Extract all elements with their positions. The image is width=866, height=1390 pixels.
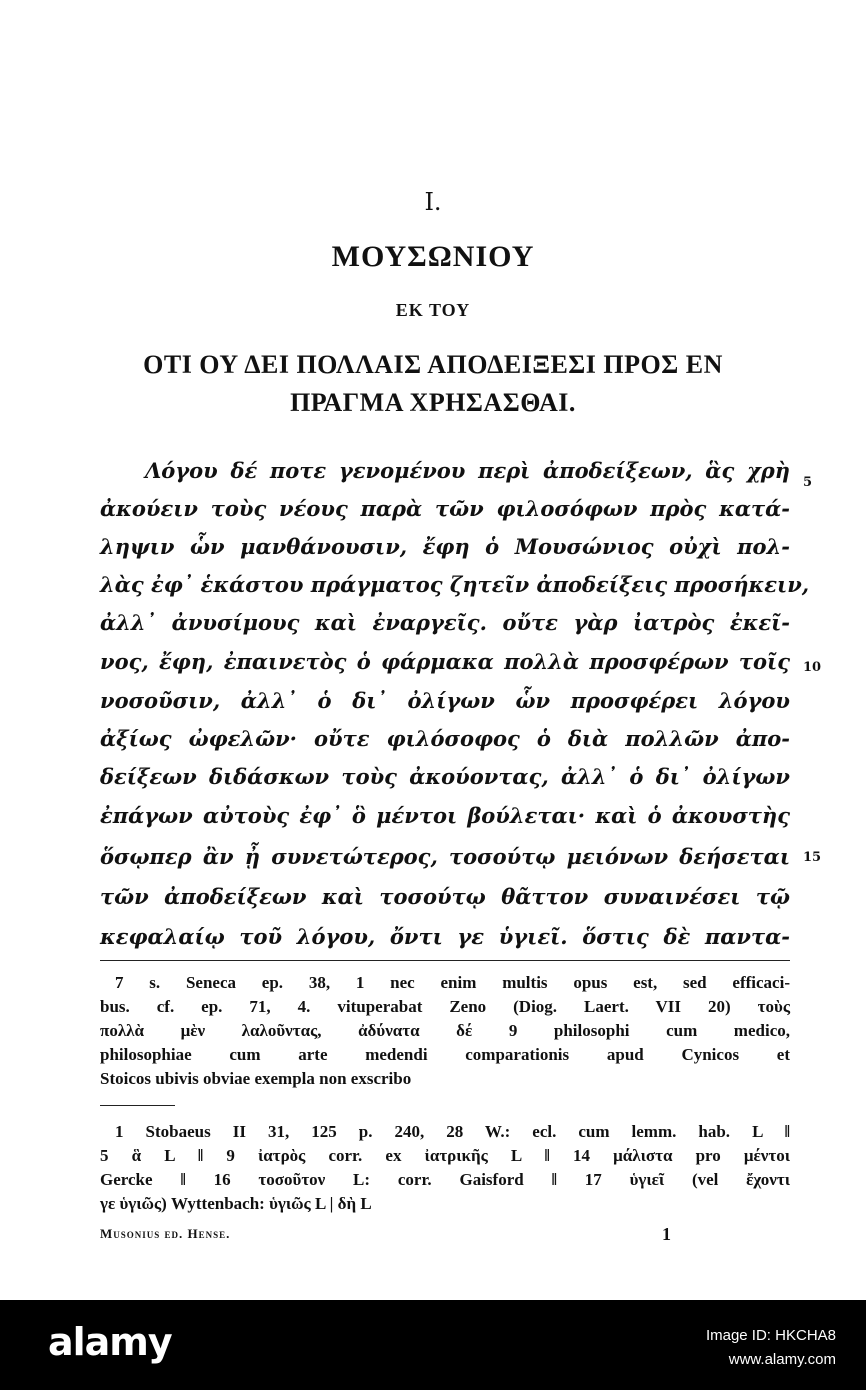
- text-line: ὅσῳπερ ἂν ᾖ συνετώτερος, τοσούτῳ μειόνων δεήσεται: [100, 844, 790, 869]
- chapter-number: I.: [424, 188, 442, 216]
- image-id: Image ID: HKCHA8: [705, 1327, 836, 1344]
- text-line: Λόγου δέ ποτε γενομένου περὶ ἀποδείξεων, ἃς χρὴ: [145, 458, 790, 483]
- apparatus-line: γε ὑγιῶς) Wyttenbach: ὑγιῶς L | δὴ L: [100, 1194, 372, 1213]
- author-heading: ΜΟΥΣΩΝΙΟΥ: [331, 240, 535, 273]
- text-line: λὰς ἐφ᾽ ἑκάστου πράγματος ζητεῖν ἀποδείξεις προσήκειν,: [100, 572, 810, 597]
- text-line: ἀλλ᾽ ἀνυσίμους καὶ ἐναργεῖς. οὔτε γὰρ ἰατρὸς ἐκεῖ-: [100, 610, 790, 635]
- title-line-1: ΟΤΙ ΟΥ ΔΕΙ ΠΟΛΛΑΙΣ ΑΠΟΔΕΙΞΕΣΙ ΠΡΟΣ ΕΝ: [143, 350, 723, 379]
- line-number: 10: [803, 660, 822, 675]
- text-line: νος, ἔφη, ἐπαινετὸς ὁ φάρμακα πολλὰ προσφέρων τοῖς: [100, 649, 790, 674]
- alamy-logo: alamy: [48, 1320, 172, 1364]
- text-line: κεφαλαίῳ τοῦ λόγου, ὄντι γε ὑγιεῖ. ὅστις δὲ παντα-: [100, 924, 790, 949]
- site-link: www.alamy.com: [728, 1351, 836, 1368]
- watermark-bar: [0, 1300, 866, 1390]
- footnote-line: philosophiae cum arte medendi comparationis apud Cynicos et: [100, 1045, 790, 1064]
- line-number: 5: [803, 475, 813, 490]
- watermark-meta: [706, 1324, 836, 1372]
- footnote-line: bus. cf. ep. 71, 4. vituperabat Zeno (Diog. Laert. VII 20) τοὺς: [100, 997, 790, 1016]
- apparatus-line: 1 Stobaeus II 31, 125 p. 240, 28 W.: ecl. cum lemm. hab. L ‖: [115, 1122, 790, 1141]
- text-line: ἀξίως ὠφελῶν· οὔτε φιλόσοφος ὁ διὰ πολλῶν ἀπο-: [100, 726, 790, 751]
- footnote-rule: [100, 960, 790, 961]
- text-line: ληψιν ὧν μανθάνουσιν, ἔφη ὁ Μουσώνιος οὐχὶ πολ-: [100, 534, 790, 559]
- line-number: 15: [803, 850, 822, 865]
- footnote-line: πολλὰ μὲν λαλοῦντας, ἀδύνατα δέ 9 philosophi cum medico,: [100, 1021, 790, 1040]
- footer-signature: Musonius ed. Hense.: [100, 1226, 231, 1241]
- footnote-line: Stoicos ubivis obviae exempla non exscribo: [100, 1069, 412, 1088]
- text-line: δείξεων διδάσκων τοὺς ἀκούοντας, ἀλλ᾽ ὁ δι᾽ ὀλίγων: [100, 764, 790, 789]
- subheading: ΕΚ ΤΟΥ: [395, 300, 471, 320]
- page-number: 1: [662, 1224, 671, 1244]
- apparatus-line: 5 ἃ L ‖ 9 ἰατρὸς corr. ex ἰατρικῆς L ‖ 14 μάλιστα pro μέντοι: [100, 1146, 790, 1165]
- text-line: ἐπάγων αὐτοὺς ἐφ᾽ ὃ μέντοι βούλεται· καὶ ὁ ἀκουστὴς: [100, 803, 790, 828]
- text-line: τῶν ἀποδείξεων καὶ τοσούτῳ θᾶττον συναινέσει τῷ: [100, 884, 790, 909]
- apparatus-rule: [100, 1105, 175, 1106]
- text-line: ἀκούειν τοὺς νέους παρὰ τῶν φιλοσόφων πρὸς κατά-: [100, 496, 790, 521]
- text-line: νοσοῦσιν, ἀλλ᾽ ὁ δι᾽ ὀλίγων ὧν προσφέρει λόγου: [100, 688, 790, 713]
- title-line-2: ΠΡΑΓΜΑ ΧΡΗΣΑΣΘΑΙ.: [290, 388, 576, 417]
- footnote-line: 7 s. Seneca ep. 38, 1 nec enim multis opus est, sed efficaci-: [115, 973, 790, 992]
- apparatus-line: Gercke ‖ 16 τοσοῦτον L: corr. Gaisford ‖ 17 ὑγιεῖ (vel ἔχοντι: [100, 1170, 790, 1189]
